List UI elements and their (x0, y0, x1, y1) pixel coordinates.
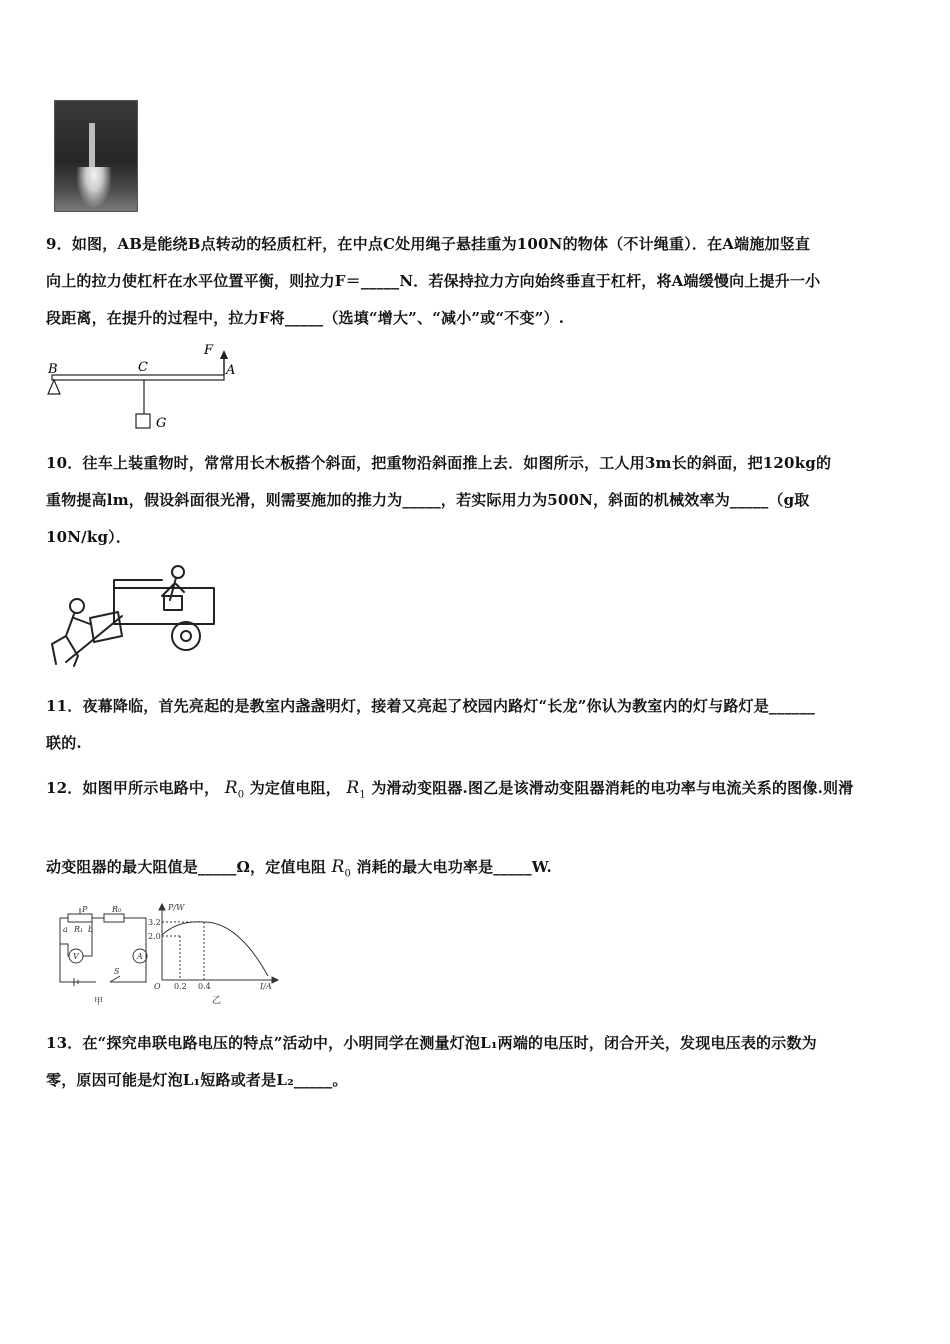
graph-x2: 0.4 (198, 982, 211, 991)
power-current-graph (148, 900, 288, 1008)
x-axis-arrow (272, 977, 278, 983)
q11-line1: 11．夜幕降临，首先亮起的是教室内盏盏明灯，接着又亮起了校园内路灯“长龙”你认为教室内的灯与路灯是______ (46, 697, 816, 715)
switch-s (110, 976, 120, 982)
wheel-hub (181, 631, 191, 641)
label-g: G (156, 416, 167, 431)
weight-block (136, 414, 150, 428)
force-arrow-head (220, 350, 228, 359)
q10-line3: 10N/kg）． (46, 528, 132, 546)
r0-symbol-2: $R_0$ (331, 857, 352, 880)
lever-diagram (40, 340, 250, 435)
label-a: A (226, 363, 236, 378)
label-r0-circuit: R₀ (112, 905, 122, 914)
r0-symbol: $R_0$ (224, 778, 245, 801)
graph-xlabel: I/A (260, 982, 272, 991)
label-ammeter: A (137, 952, 143, 961)
q12-line2b: 消耗的最大电功率是_____W. (356, 858, 552, 877)
truck-cab-edge (114, 580, 162, 588)
rocket-launch-photo (54, 100, 138, 212)
q10-line2: 重物提高lm，假设斜面很光滑，则需要施加的推力为_____，若实际用力为500N，斜面的机械效率为_____（g取 (46, 491, 810, 509)
q10-line1: 10．往车上装重物时，常常用长木板搭个斜面，把重物沿斜面推上去．如图所示，工人用3m长的斜面，把120kg的 (46, 454, 832, 472)
caption-jia: 甲 (94, 997, 104, 1007)
power-curve (162, 922, 268, 976)
r1-symbol: $R_1$ (346, 778, 366, 801)
rheostat-r1 (68, 914, 92, 922)
q12-mid: 为定值电阻， (249, 779, 341, 797)
question-12 (46, 770, 908, 893)
question-13 (46, 1025, 908, 1099)
box-on-truck (164, 596, 182, 610)
y-axis-arrow (159, 904, 165, 910)
q9-line1: 9．如图，AB是能绕B点转动的轻质杠杆，在中点C处用绳子悬挂重为100N的物体（不计绳重）．在A端施加竖直 (46, 235, 811, 253)
graph-ylabel: P/W (168, 903, 185, 912)
label-b: B (48, 362, 58, 377)
label-a-end: a (63, 925, 68, 934)
resistor-r0 (104, 914, 124, 922)
q12-prefix: 12．如图甲所示电路中， (46, 779, 220, 797)
label-p: P (82, 905, 88, 914)
q12-line1 (46, 770, 908, 813)
worker-head (70, 599, 84, 613)
q13-line2: 零，原因可能是灯泡L₁短路或者是L₂_____。 (46, 1071, 348, 1089)
pivot-triangle (48, 380, 60, 394)
lever-bar (52, 375, 224, 380)
graph-x1: 0.2 (174, 982, 187, 991)
label-switch: S (114, 967, 120, 976)
q13-line1: 13．在“探究串联电路电压的特点”活动中，小明同学在测量灯泡L₁两端的电压时，闭合开关，发现电压表的示数为 (46, 1034, 817, 1052)
q9-line2: 向上的拉力使杠杆在水平位置平衡，则拉力F＝_____N．若保持拉力方向始终垂直于杠杆，将A端缓慢向上提升一小 (46, 272, 821, 290)
helper-head (172, 566, 184, 578)
question-11 (46, 688, 908, 762)
label-b-end: b (88, 925, 94, 934)
label-c: C (138, 360, 148, 375)
q9-line3: 段距离，在提升的过程中，拉力F将_____（选填“增大”、“减小”或“不变”）. (46, 309, 565, 327)
q12-suffix: 为滑动变阻器.图乙是该滑动变阻器消耗的电功率与电流关系的图像.则滑 (371, 779, 854, 797)
truck-wheel (172, 622, 200, 650)
graph-y2: 2.0 (148, 932, 161, 941)
truck-ramp-illustration (44, 560, 219, 675)
question-10 (46, 445, 908, 556)
label-f: F (204, 343, 214, 358)
q11-line2: 联的. (46, 734, 82, 752)
rocket-plume (77, 167, 111, 207)
q12-line2a: 动变阻器的最大阻值是_____Ω，定值电阻 (46, 858, 327, 877)
rocket-shape (89, 123, 95, 171)
q12-line2 (46, 849, 908, 892)
label-voltmeter: V (73, 952, 79, 961)
question-9 (46, 226, 908, 337)
graph-y1: 3.2 (148, 918, 161, 927)
graph-origin: O (154, 982, 161, 991)
circuit-diagram (54, 904, 154, 1008)
label-r1-circuit: R₁ (74, 925, 84, 934)
caption-yi: 乙 (212, 996, 222, 1006)
